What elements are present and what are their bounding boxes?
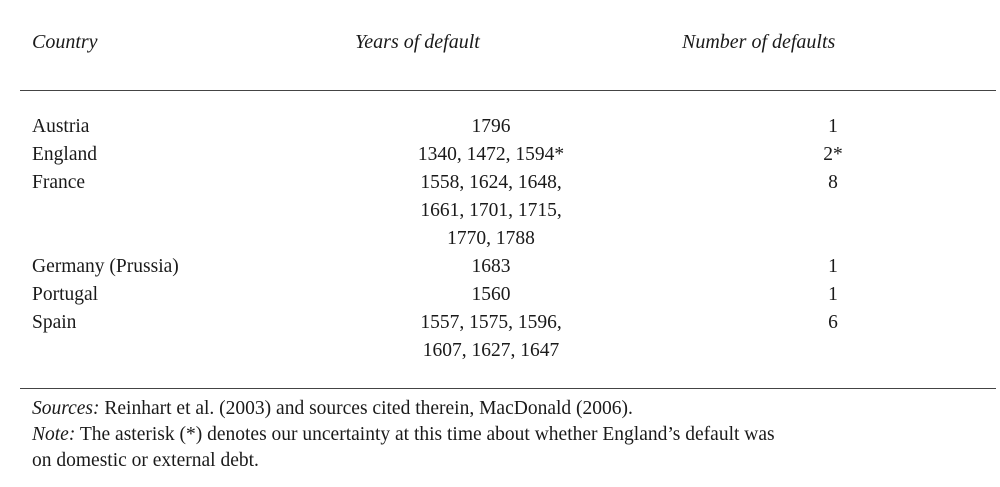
- asterisk-note: [32, 422, 992, 448]
- note-label: Note:: [32, 424, 76, 445]
- cell-years-of-default: [366, 113, 616, 141]
- cell-number-of-defaults: 1: [828, 256, 838, 277]
- cell-number-of-defaults: 1: [828, 284, 838, 305]
- years-line: 1796: [471, 116, 511, 137]
- table-notes: [32, 396, 992, 474]
- cell-number-of-defaults: 8: [828, 172, 838, 193]
- header-number-of-defaults: Number of defaults: [682, 31, 836, 53]
- table-row: [0, 281, 1000, 309]
- cell-years-of-default: [366, 141, 616, 169]
- years-line: 1340, 1472, 1594*: [417, 144, 565, 165]
- note-text-line-1: The asterisk (*) denotes our uncertainty at this time about whether England’s default was: [75, 424, 775, 445]
- table-body: [0, 113, 1000, 365]
- sources-label: Sources:: [32, 398, 100, 419]
- table-row: [0, 169, 1000, 253]
- header-rule: [20, 90, 996, 91]
- table-row: [0, 309, 1000, 365]
- cell-number-of-defaults: 1: [828, 116, 838, 137]
- sources-text: Reinhart et al. (2003) and sources cited therein, MacDonald (2006).: [99, 398, 633, 419]
- years-line: 1607, 1627, 1647: [422, 340, 560, 361]
- years-line: 1683: [471, 256, 511, 277]
- cell-country: Portugal: [32, 284, 99, 305]
- cell-country: Germany (Prussia): [32, 256, 179, 277]
- years-line: 1557, 1575, 1596,: [420, 312, 562, 333]
- footer-rule: [20, 388, 996, 389]
- cell-country: Austria: [32, 116, 90, 137]
- cell-years-of-default: [366, 309, 616, 365]
- header-country: Country: [32, 31, 98, 53]
- cell-years-of-default: [366, 169, 616, 253]
- table-row: [0, 253, 1000, 281]
- years-line: 1661, 1701, 1715,: [420, 200, 562, 221]
- cell-number-of-defaults: 2*: [823, 144, 843, 165]
- cell-years-of-default: [366, 253, 616, 281]
- cell-number-of-defaults: 6: [828, 312, 838, 333]
- table-row: [0, 113, 1000, 141]
- cell-country: Spain: [32, 312, 77, 333]
- sources-note: [32, 396, 992, 422]
- cell-country: England: [32, 144, 97, 165]
- table-row: [0, 141, 1000, 169]
- years-line: 1560: [471, 284, 511, 305]
- header-years-of-default: Years of default: [355, 31, 480, 53]
- cell-years-of-default: [366, 281, 616, 309]
- note-text-line-2: on domestic or external debt.: [32, 450, 259, 471]
- years-line: 1558, 1624, 1648,: [420, 172, 562, 193]
- years-line: 1770, 1788: [447, 228, 535, 249]
- cell-country: France: [32, 172, 86, 193]
